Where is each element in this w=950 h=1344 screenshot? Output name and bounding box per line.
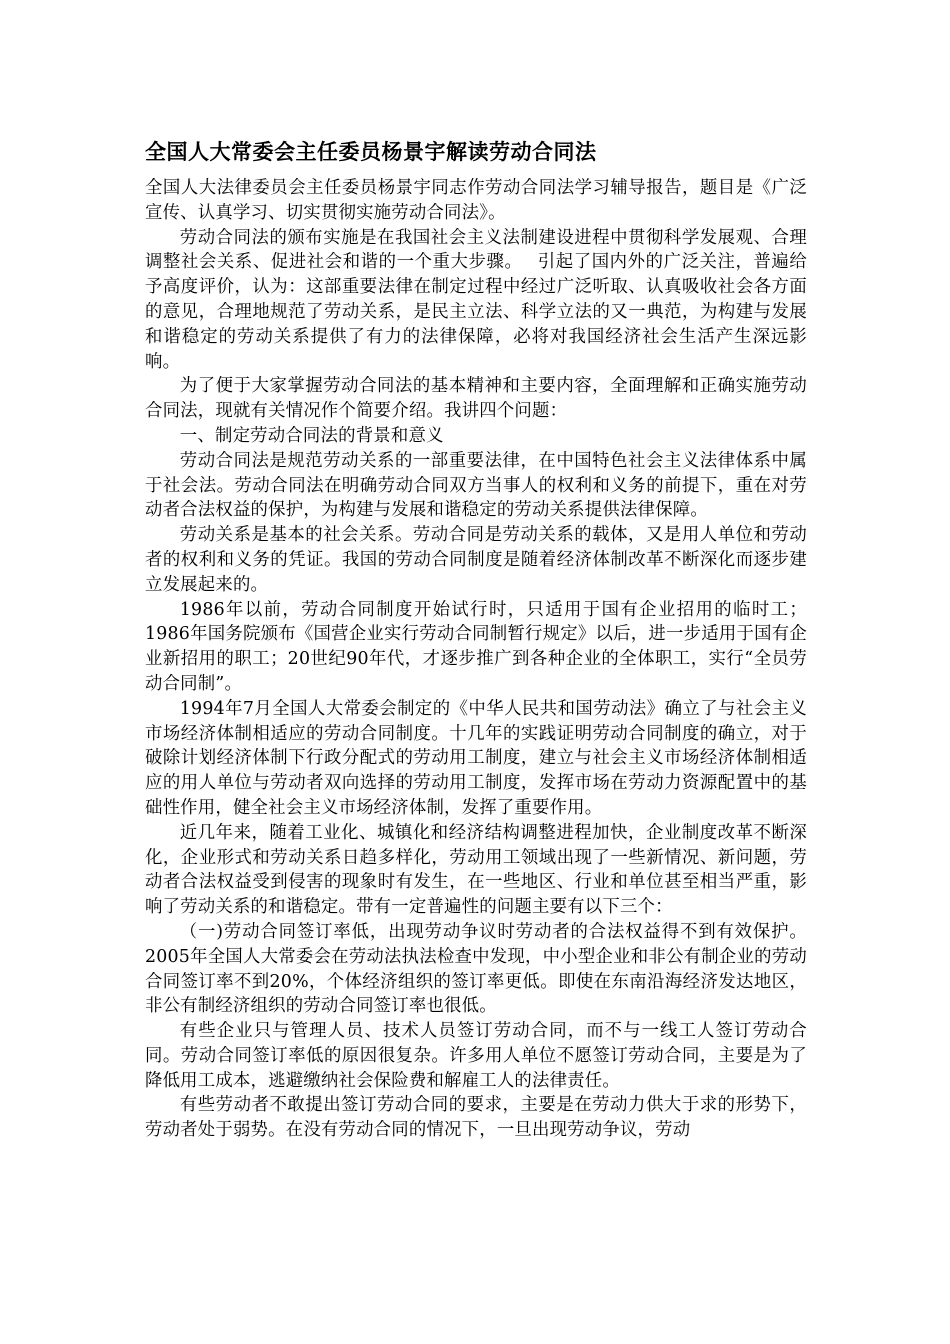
document-page xyxy=(145,132,807,1143)
paragraph: （一)劳动合同签订率低，出现劳动争议时劳动者的合法权益得不到有效保护。2005年全国人大常委会在劳动法执法检查中发现，中小型企业和非公有制企业的劳动合同签订率不到20%，个体经济组织的签订率更低。即使在东南沿海经济发达地区，非公有制经济组织的劳动合同签订率也很低。 xyxy=(145,921,807,1017)
document-title: 全国人大常委会主任委员杨景宇解读劳动合同法 xyxy=(145,140,597,164)
paragraph: 劳动关系是基本的社会关系。劳动合同是劳动关系的载体，又是用人单位和劳动者的权利和义务的凭证。我国的劳动合同制度是随着经济体制改革不断深化而逐步建立发展起来的。 xyxy=(145,525,807,595)
paragraph: 劳动合同法的颁布实施是在我国社会主义法制建设进程中贯彻科学发展观、合理调整社会关系、促进社会和谐的一个重大步骤。 引起了国内外的广泛关注，普遍给予高度评价，认为：这部重要法律在制定过程中经过广泛听取、认真吸收社会各方面的意见，合理地规范了劳动关系，是民主立法、科学立法的又一典范，为构建与发展和谐稳定的劳动关系提供了有力的法律保障，必将对我国经济社会生活产生深远影响。 xyxy=(145,227,807,372)
document-body xyxy=(145,176,807,1143)
paragraph: 1994年7月全国人大常委会制定的《中华人民共和国劳动法》确立了与社会主义市场经济体制相适应的劳动合同制度。十几年的实践证明劳动合同制度的确立，对于破除计划经济体制下行政分配式的劳动用工制度，建立与社会主义市场经济体制相适应的用人单位与劳动者双向选择的劳动用工制度，发挥市场在劳动力资源配置中的基础性作用，健全社会主义市场经济体制，发挥了重要作用。 xyxy=(145,698,807,818)
paragraph: 有些企业只与管理人员、技术人员签订劳动合同，而不与一线工人签订劳动合同。劳动合同签订率低的原因很复杂。许多用人单位不愿签订劳动合同，主要是为了降低用工成本，逃避缴纳社会保险费和解雇工人的法律责任。 xyxy=(145,1021,807,1091)
section-heading: 一、制定劳动合同法的背景和意义 xyxy=(179,425,444,446)
paragraph: 近几年来，随着工业化、城镇化和经济结构调整进程加快，企业制度改革不断深化，企业形式和劳动关系日趋多样化，劳动用工领域出现了一些新情况、新问题，劳动者合法权益受到侵害的现象时有发生，在一些地区、行业和单位甚至相当严重，影响了劳动关系的和谐稳定。带有一定普遍性的问题主要有以下三个： xyxy=(145,822,807,918)
paragraph: 劳动合同法是规范劳动关系的一部重要法律，在中国特色社会主义法律体系中属于社会法。劳动合同法在明确劳动合同双方当事人的权利和义务的前提下，重在对劳动者合法权益的保护，为构建与发展和谐稳定的劳动关系提供法律保障。 xyxy=(145,450,807,521)
paragraph-intro: 全国人大法律委员会主任委员杨景宇同志作劳动合同法学习辅导报告，题目是《广泛宣传、认真学习、切实贯彻实施劳动合同法》。 xyxy=(145,178,807,223)
paragraph: 为了便于大家掌握劳动合同法的基本精神和主要内容，全面理解和正确实施劳动合同法，现就有关情况作个简要介绍。我讲四个问题： xyxy=(145,376,807,422)
paragraph: 1986年以前，劳动合同制度开始试行时，只适用于国有企业招用的临时工；1986年国务院颁布《国营企业实行劳动合同制暂行规定》以后，进一步适用于国有企业新招用的职工；20世纪90年代，才逐步推广到各种企业的全体职工，实行“全员劳动合同制”。 xyxy=(145,599,807,694)
paragraph: 有些劳动者不敢提出签订劳动合同的要求，主要是在劳动力供大于求的形势下，劳动者处于弱势。在没有劳动合同的情况下，一旦出现劳动争议，劳动 xyxy=(145,1095,807,1141)
